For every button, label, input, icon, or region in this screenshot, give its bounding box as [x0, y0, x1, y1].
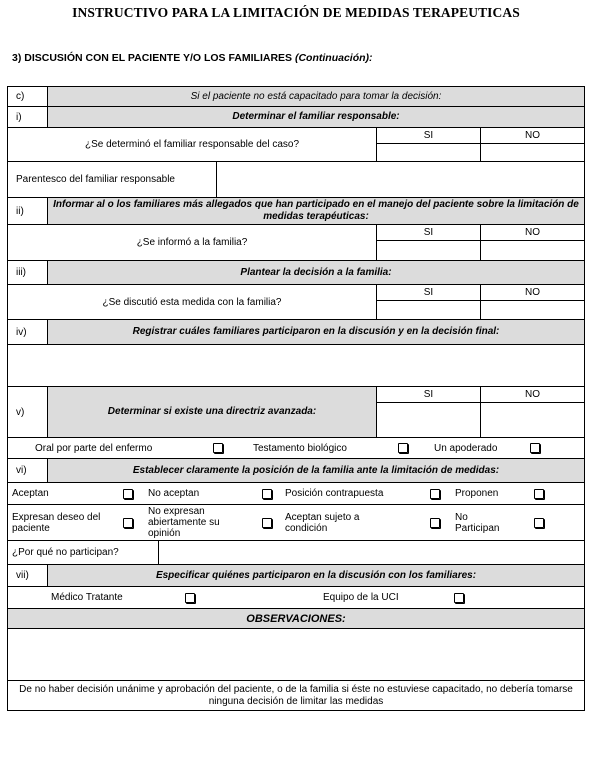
row-vi-why — [7, 541, 585, 565]
row-vii-header — [7, 565, 585, 587]
option-accept[interactable] — [12, 488, 133, 499]
row-v-number: v) — [8, 387, 48, 437]
why-not-participate-field[interactable] — [159, 541, 584, 564]
no-label: NO — [480, 225, 584, 240]
si-label: SI — [423, 227, 434, 238]
option-proxy[interactable] — [434, 443, 540, 454]
option-patient-wish-label: Expresan deseo del paciente — [12, 511, 101, 534]
checkbox[interactable] — [123, 489, 133, 499]
row-ii-number: ii) — [8, 198, 48, 224]
row-ii-header-text: Informar al o los familiares más allegados que han participado en el manejo del paciente sobre la limitación de medidas terapéuticas: — [48, 198, 584, 224]
checkbox[interactable] — [534, 518, 544, 528]
question-discussed-with-family: ¿Se discutió esta medida con la familia? — [8, 285, 377, 319]
checkbox[interactable] — [398, 443, 408, 453]
checkbox[interactable] — [123, 518, 133, 528]
limitation-form — [7, 86, 585, 711]
option-living-will-label: Testamento biológico — [253, 442, 347, 454]
row-vii-options — [7, 587, 585, 609]
si-no-group-v — [377, 387, 584, 437]
no-label: NO — [480, 128, 584, 143]
option-conditional-label: Aceptan sujeto a condición — [285, 511, 360, 534]
row-vii-header-text: Especificar quiénes participaron en la discusión con los familiares: — [48, 565, 584, 586]
why-not-participate-label: ¿Por qué no participan? — [8, 541, 159, 564]
row-i-header — [7, 107, 585, 128]
row-iii-number: iii) — [8, 261, 48, 284]
option-icu-team-label: Equipo de la UCI — [323, 592, 399, 603]
option-icu-team[interactable] — [323, 592, 464, 603]
row-v-header-text: Determinar si existe una directriz avanzada: — [48, 387, 377, 437]
si-answer-cell[interactable] — [377, 403, 480, 437]
row-i-question — [7, 128, 585, 162]
row-iii-question — [7, 285, 585, 320]
row-iii-header-text: Plantear la decisión a la familia: — [48, 261, 584, 284]
row-iv-header — [7, 320, 585, 345]
row-vi-header-text: Establecer claramente la posición de la familia ante la limitación de medidas: — [48, 459, 584, 482]
option-not-accept[interactable] — [148, 488, 272, 499]
checkbox[interactable] — [213, 443, 223, 453]
row-iii-header — [7, 261, 585, 285]
option-no-opinion[interactable] — [148, 506, 272, 539]
row-footnote — [7, 681, 585, 711]
row-c-header: Si el paciente no está capacitado para tomar la decisión: — [48, 87, 584, 106]
row-i-header-text: Determinar el familiar responsable: — [48, 107, 584, 127]
option-opposed-label: Posición contrapuesta — [285, 488, 384, 499]
row-vi-header — [7, 459, 585, 483]
section-title-suffix: (Continuación): — [294, 52, 373, 64]
option-oral-label: Oral por parte del enfermo — [35, 442, 153, 454]
row-vi-options-1 — [7, 483, 585, 505]
section-title-text: 3) DISCUSIÓN CON EL PACIENTE Y/O LOS FAMILIARES — [12, 52, 293, 64]
si-label: SI — [423, 130, 434, 141]
option-not-participate-label: No Participan — [455, 511, 500, 534]
checkbox[interactable] — [454, 593, 464, 603]
kinship-label: Parentesco del familiar responsable — [8, 162, 217, 197]
document-title: INSTRUCTIVO PARA LA LIMITACIÓN DE MEDIDAS TERAPEUTICAS — [72, 5, 520, 20]
kinship-field[interactable] — [217, 162, 584, 197]
row-iv-number: iv) — [8, 320, 48, 344]
row-v-header — [7, 387, 585, 438]
option-patient-wish[interactable] — [12, 512, 133, 534]
checkbox[interactable] — [530, 443, 540, 453]
row-v-options — [7, 438, 585, 459]
si-no-group-iii — [377, 285, 584, 319]
si-no-group-i — [377, 128, 584, 161]
observations-header: OBSERVACIONES: — [8, 609, 584, 628]
option-no-opinion-label: No expresan abiertamente su opinión — [148, 506, 220, 539]
option-attending-physician[interactable] — [51, 592, 195, 603]
no-answer-cell[interactable] — [480, 301, 584, 319]
si-label: SI — [423, 389, 434, 400]
option-propose[interactable] — [455, 488, 544, 499]
option-oral[interactable] — [35, 443, 223, 454]
row-i-number: i) — [8, 107, 48, 127]
option-opposed[interactable] — [285, 488, 440, 499]
row-c-number: c) — [8, 87, 48, 106]
row-vi-options-2 — [7, 505, 585, 541]
question-responsible-determined: ¿Se determinó el familiar responsable del caso? — [8, 128, 377, 161]
checkbox[interactable] — [262, 518, 272, 528]
option-conditional[interactable] — [285, 512, 440, 534]
question-family-informed: ¿Se informó a la familia? — [8, 225, 377, 260]
si-answer-cell[interactable] — [377, 144, 480, 161]
no-answer-cell[interactable] — [480, 144, 584, 161]
checkbox[interactable] — [534, 489, 544, 499]
si-label: SI — [423, 287, 434, 298]
option-not-participate[interactable] — [455, 512, 544, 534]
footnote: De no haber decisión unánime y aprobación del paciente, o de la familia si éste no estuviese capacitado, no debería tomarse ninguna decisión de limitar las medidas — [19, 683, 573, 707]
option-accept-label: Aceptan — [12, 488, 49, 499]
observations-field[interactable] — [7, 629, 585, 681]
si-answer-cell[interactable] — [377, 241, 480, 260]
row-ii-header — [7, 198, 585, 225]
no-answer-cell[interactable] — [480, 241, 584, 260]
row-ii-question — [7, 225, 585, 261]
checkbox[interactable] — [185, 593, 195, 603]
checkbox[interactable] — [430, 489, 440, 499]
option-living-will[interactable] — [253, 443, 408, 454]
row-observations-header — [7, 609, 585, 629]
no-label: NO — [480, 387, 584, 402]
option-propose-label: Proponen — [455, 488, 499, 499]
option-not-accept-label: No aceptan — [148, 488, 200, 499]
checkbox[interactable] — [262, 489, 272, 499]
option-attending-physician-label: Médico Tratante — [51, 592, 123, 603]
family-participants-field[interactable] — [7, 345, 585, 387]
row-iv-header-text: Registrar cuáles familiares participaron en la discusión y en la decisión final: — [48, 320, 584, 344]
section-title — [12, 52, 373, 64]
row-i-kinship — [7, 162, 585, 198]
no-answer-cell[interactable] — [480, 403, 584, 437]
option-proxy-label: Un apoderado — [434, 442, 498, 454]
checkbox[interactable] — [430, 518, 440, 528]
row-vi-number: vi) — [8, 459, 48, 482]
row-c — [7, 86, 585, 107]
no-label: NO — [480, 285, 584, 300]
si-no-group-ii — [377, 225, 584, 260]
row-vii-number: vii) — [8, 565, 48, 586]
si-answer-cell[interactable] — [377, 301, 480, 319]
